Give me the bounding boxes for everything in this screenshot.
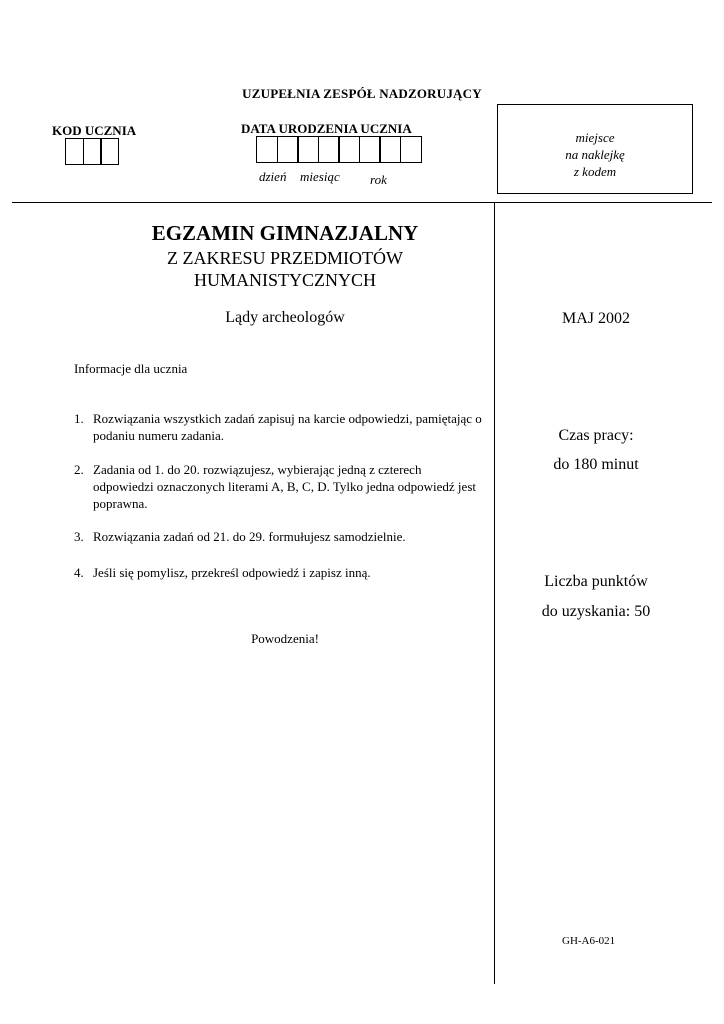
good-luck-text: Powodzenia! (251, 631, 319, 646)
birth-date-boxes[interactable] (256, 136, 420, 163)
exam-subtitle: Z ZAKRESU PRZEDMIOTÓW (167, 248, 403, 268)
sticker-placeholder (497, 104, 693, 194)
sticker-text-line: na naklejkę (565, 147, 625, 162)
birth-date-box[interactable] (277, 136, 299, 163)
student-code-boxes[interactable] (65, 138, 118, 165)
student-code-box[interactable] (65, 138, 84, 165)
instruction-number: 1. (74, 411, 84, 426)
day-label: dzień (259, 169, 287, 184)
points-label: Liczba punktów (544, 573, 648, 590)
student-code-box[interactable] (100, 138, 119, 165)
exam-topic: Lądy archeologów (225, 309, 345, 326)
birth-date-box[interactable] (379, 136, 401, 163)
sticker-text-line: z kodem (573, 164, 617, 179)
instruction-item (74, 528, 484, 545)
duration-label: Czas pracy: (558, 427, 634, 444)
instruction-text: Zadania od 1. do 20. rozwiązujesz, wybierając jedną z czterech odpowiedzi oznaczonych literami A, B, C, D. Tylko jedna odpowiedź jest poprawna. (93, 462, 476, 511)
instruction-item (74, 410, 484, 444)
student-code-box[interactable] (83, 138, 102, 165)
instruction-text: Rozwiązania wszystkich zadań zapisuj na karcie odpowiedzi, pamiętając o podaniu numeru zadania. (93, 411, 482, 443)
exam-date: MAJ 2002 (561, 310, 630, 327)
instruction-number: 3. (74, 529, 84, 544)
year-label: rok (370, 172, 387, 187)
birth-date-box[interactable] (297, 136, 319, 163)
birth-date-label: DATA URODZENIA UCZNIA (241, 121, 412, 136)
exam-subtitle: HUMANISTYCZNYCH (193, 270, 376, 290)
duration-value: do 180 minut (553, 456, 639, 473)
instruction-item (74, 564, 484, 581)
horizontal-divider (12, 202, 712, 203)
exam-title: EGZAMIN GIMNAZJALNY (151, 221, 419, 245)
month-label: miesiąc (300, 169, 340, 184)
birth-date-box[interactable] (256, 136, 278, 163)
supervisory-team-heading: UZUPEŁNIA ZESPÓŁ NADZORUJĄCY (242, 86, 482, 101)
birth-date-box[interactable] (338, 136, 360, 163)
sticker-text-line: miejsce (575, 130, 615, 145)
instruction-number: 2. (74, 462, 84, 477)
instruction-text: Rozwiązania zadań od 21. do 29. formułujesz samodzielnie. (93, 529, 406, 544)
points-value: do uzyskania: 50 (541, 603, 651, 620)
exam-code: GH-A6-021 (562, 935, 616, 947)
instruction-text: Jeśli się pomylisz, przekreśl odpowiedź i zapisz inną. (93, 565, 371, 580)
instruction-number: 4. (74, 565, 84, 580)
birth-date-box[interactable] (318, 136, 340, 163)
info-heading: Informacje dla ucznia (74, 361, 188, 376)
birth-date-box[interactable] (400, 136, 422, 163)
instruction-item (74, 461, 484, 512)
student-code-label: KOD UCZNIA (52, 123, 137, 138)
birth-date-box[interactable] (359, 136, 381, 163)
